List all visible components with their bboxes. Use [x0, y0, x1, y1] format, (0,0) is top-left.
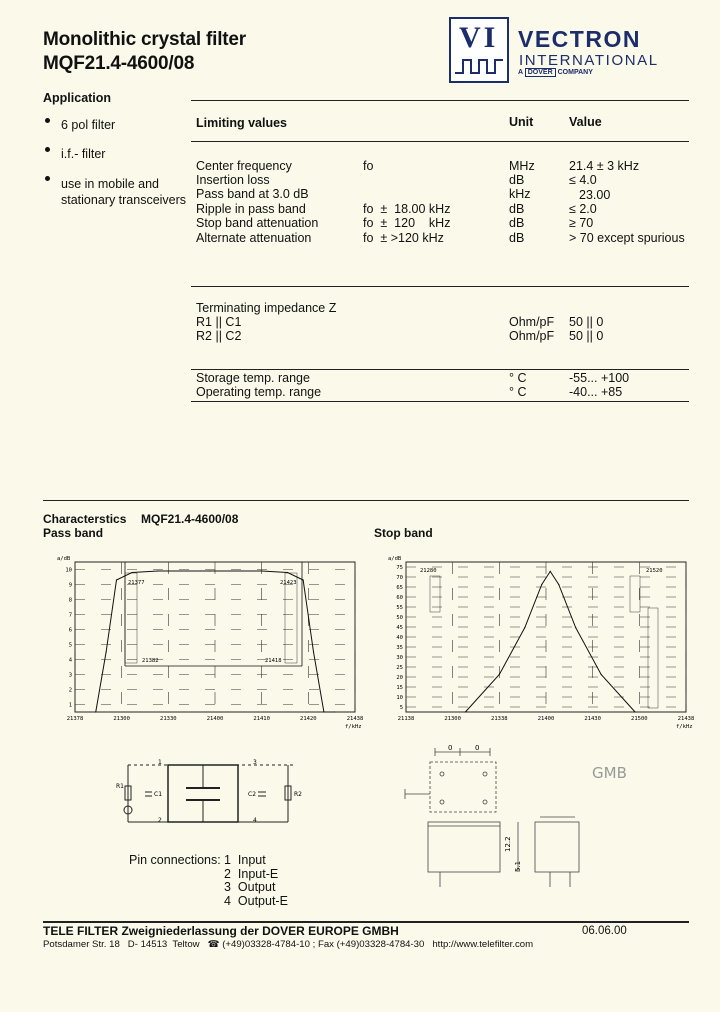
data-point [558, 584, 559, 585]
application-item: 6 pol filter [61, 118, 116, 132]
table-row-name: Pass band at 3.0 dB [196, 187, 309, 201]
data-point [313, 651, 314, 652]
data-point [157, 570, 158, 571]
characteristics-part: MQF21.4-4600/08 [141, 512, 239, 526]
c2-label: C2 [248, 791, 257, 798]
x-tick-label: 21500 [631, 716, 648, 722]
logo-name: VECTRON [518, 26, 641, 52]
table-row-name: Alternate attenuation [196, 231, 312, 245]
table-rule [191, 369, 689, 370]
pin-label: 4 [253, 817, 257, 824]
y-tick-label: 40 [396, 635, 403, 641]
y-tick-label: 8 [68, 597, 72, 604]
y-tick-label: 45 [396, 625, 403, 631]
pin-item: 3 Output [224, 880, 276, 894]
footer-rule [43, 921, 689, 923]
table-row-value: -40... +85 [569, 385, 623, 399]
y-tick-label: 10 [65, 567, 72, 574]
y-axis-label: a/dB [388, 556, 402, 562]
hatched-mask [125, 573, 137, 663]
marker-label: 21423 [280, 580, 297, 586]
bullet-icon [45, 147, 50, 152]
data-point [334, 711, 335, 712]
table-rule [191, 286, 689, 287]
y-tick-label: 5 [68, 642, 72, 649]
data-point [524, 627, 525, 628]
table-row-sym: fo ± >120 kHz [363, 231, 444, 245]
table-row-name: Storage temp. range [196, 371, 310, 385]
bullet-icon [45, 118, 50, 123]
stop-band-label: Stop band [374, 526, 433, 540]
table-row-value: 50 || 0 [569, 315, 604, 329]
waveform-icon [453, 55, 505, 77]
table-row-unit: dB [509, 173, 525, 187]
pass-band-chart [40, 548, 364, 734]
footer-date: 06.06.00 [582, 925, 627, 937]
hatched-mask [630, 576, 640, 612]
table-row-value: ≤ 2.0 [569, 202, 597, 216]
x-tick-label: 21338 [491, 716, 508, 722]
y-tick-label: 20 [396, 675, 403, 681]
table-row-name: Stop band attenuation [196, 216, 319, 230]
application-item: use in mobile and [61, 177, 159, 191]
package-label: GMB [592, 764, 627, 782]
marker-label: 21280 [420, 568, 437, 574]
data-point [303, 579, 304, 580]
logo-mark-text: VI [459, 21, 499, 54]
limits-header-unit: Unit [509, 115, 534, 129]
tagline-brand: DOVER [525, 68, 556, 77]
x-tick-label: 21410 [253, 716, 270, 722]
y-tick-label: 10 [396, 695, 403, 701]
y-tick-label: 4 [68, 657, 72, 664]
data-point [575, 627, 576, 628]
hatched-mask [285, 573, 297, 663]
table-row-name: Operating temp. range [196, 385, 322, 399]
x-tick-label: 21430 [584, 716, 601, 722]
package-drawing [400, 742, 690, 892]
y-tick-label: 7 [68, 612, 72, 619]
table-row-unit: ° C [509, 371, 527, 385]
x-tick-label: 21400 [206, 716, 224, 722]
y-tick-label: 15 [396, 685, 403, 691]
y-tick-label: 65 [396, 585, 403, 591]
y-tick-label: 70 [396, 575, 403, 581]
characteristics-label: Characterstics [43, 512, 127, 526]
y-tick-label: 25 [396, 665, 403, 671]
data-point [601, 674, 602, 675]
x-tick-label: 21400 [537, 716, 555, 722]
pin-label: 2 [158, 817, 162, 824]
data-point [209, 570, 210, 571]
x-tick-label: 21138 [397, 716, 415, 722]
series-line [465, 571, 635, 712]
y-tick-label: 55 [396, 605, 403, 611]
y-tick-label: 75 [396, 565, 403, 571]
table-row-unit: MHz [509, 159, 535, 173]
data-point [499, 674, 500, 675]
data-point [261, 570, 262, 571]
marker-label: 21377 [128, 580, 145, 586]
y-tick-label: 6 [68, 627, 72, 634]
x-axis-label: f/kHz [676, 724, 693, 730]
data-point [465, 711, 466, 712]
tagline-prefix: A [518, 69, 523, 76]
dim-label: 5.1 [514, 860, 522, 872]
limits-header-name: Limiting values [196, 116, 287, 130]
x-axis-label: f/kHz [345, 724, 362, 730]
r1-label: R1 [116, 783, 124, 790]
x-tick-label: 21300 [444, 716, 461, 722]
dim-label: 0 [475, 744, 480, 752]
x-tick-label: 21438 [346, 716, 364, 722]
table-row-value: 50 || 0 [569, 329, 604, 343]
data-point [541, 584, 542, 585]
x-tick-label: 21330 [160, 716, 177, 722]
table-top-rule [191, 100, 689, 101]
y-tick-label: 3 [68, 672, 72, 679]
y-tick-label: 9 [68, 582, 72, 589]
table-row-unit: dB [509, 216, 525, 230]
pin-label: 3 [253, 759, 257, 766]
vi-logo-mark [449, 17, 509, 83]
pin-connections-title: Pin connections: [129, 853, 221, 867]
pin-item: 2 Input-E [224, 867, 279, 881]
y-axis-label: a/dB [57, 556, 71, 562]
y-tick-label: 1 [68, 702, 72, 709]
footer-address: Potsdamer Str. 18 D- 14513 Teltow ☎ (+49)03328-4784-10 ; Fax (+49)03328-4784-30 http://www.telefilter.com [43, 939, 534, 950]
y-tick-label: 30 [396, 655, 403, 661]
hatched-mask [648, 608, 658, 708]
table-header-rule [191, 141, 689, 142]
data-point [550, 571, 551, 572]
table-row-value: > 70 except spurious [569, 231, 685, 245]
table-row-name: Ripple in pass band [196, 202, 306, 216]
table-row-value: -55... +100 [569, 371, 630, 385]
footer-company: TELE FILTER Zweigniederlassung der DOVER EUROPE GMBH [43, 924, 399, 938]
table-row-value: ≤ 4.0 [569, 173, 597, 187]
product-title-line2: MQF21.4-4600/08 [43, 53, 195, 74]
pass-band-label: Pass band [43, 526, 104, 540]
bullet-icon [45, 176, 50, 181]
data-point [106, 651, 107, 652]
characteristics-rule [43, 500, 689, 501]
data-point [95, 711, 96, 712]
table-row-name: Center frequency [196, 159, 292, 173]
circuit-diagram [108, 750, 308, 830]
limits-header-value: Value [569, 115, 602, 129]
y-tick-label: 60 [396, 595, 403, 601]
data-point [634, 711, 635, 712]
table-row-unit: kHz [509, 187, 531, 201]
table-row-sym: fo ± 120 kHz [363, 216, 451, 230]
logo-subname: INTERNATIONAL [519, 52, 659, 69]
table-row-unit: Ohm/pF [509, 315, 555, 329]
pin-item: 1 Input [224, 853, 266, 867]
stop-band-chart [368, 548, 698, 734]
data-point [323, 711, 324, 712]
dim-label: 12.2 [504, 836, 512, 852]
table-row-value: 21.4 ± 3 kHz [569, 159, 640, 173]
marker-label: 21382 [142, 658, 159, 664]
table-row-name: R1 || C1 [196, 315, 242, 329]
marker-label: 21418 [265, 658, 282, 664]
data-point [116, 579, 117, 580]
table-row-value: ≥ 70 [569, 216, 594, 230]
y-tick-label: 50 [396, 615, 403, 621]
tagline-suffix: COMPANY [557, 69, 593, 76]
table-row-unit: dB [509, 202, 525, 216]
application-item: i.f.- filter [61, 147, 106, 161]
y-tick-label: 5 [399, 705, 403, 711]
pin-item: 4 Output-E [224, 894, 288, 908]
table-row-value: 23.00 [579, 188, 611, 202]
c1-label: C1 [154, 791, 163, 798]
table-row-sym: fo ± 18.00 kHz [363, 202, 451, 216]
table-bottom-rule [191, 401, 689, 402]
logo-tagline [518, 69, 593, 76]
table-row-unit: ° C [509, 385, 527, 399]
hatched-mask [430, 576, 440, 612]
marker-label: 21520 [646, 568, 663, 574]
y-tick-label: 2 [68, 687, 72, 694]
table-row-unit: Ohm/pF [509, 329, 555, 343]
x-tick-label: 21420 [300, 716, 317, 722]
pin-label: 1 [158, 759, 162, 766]
dim-label: 0 [448, 744, 453, 752]
application-item: stationary transceivers [61, 193, 187, 207]
x-tick-label: 21438 [677, 716, 695, 722]
product-title-line1: Monolithic crystal filter [43, 29, 246, 50]
table-row-sym: fo [363, 159, 374, 173]
x-tick-label: 21378 [66, 716, 84, 722]
table-row-unit: dB [509, 231, 525, 245]
table-row-name: R2 || C2 [196, 329, 242, 343]
table-row-name: Insertion loss [196, 173, 270, 187]
x-tick-label: 21300 [113, 716, 130, 722]
application-heading: Application [43, 91, 112, 105]
y-tick-label: 35 [396, 645, 403, 651]
r2-label: R2 [294, 791, 302, 798]
impedance-title: Terminating impedance Z [196, 301, 337, 315]
